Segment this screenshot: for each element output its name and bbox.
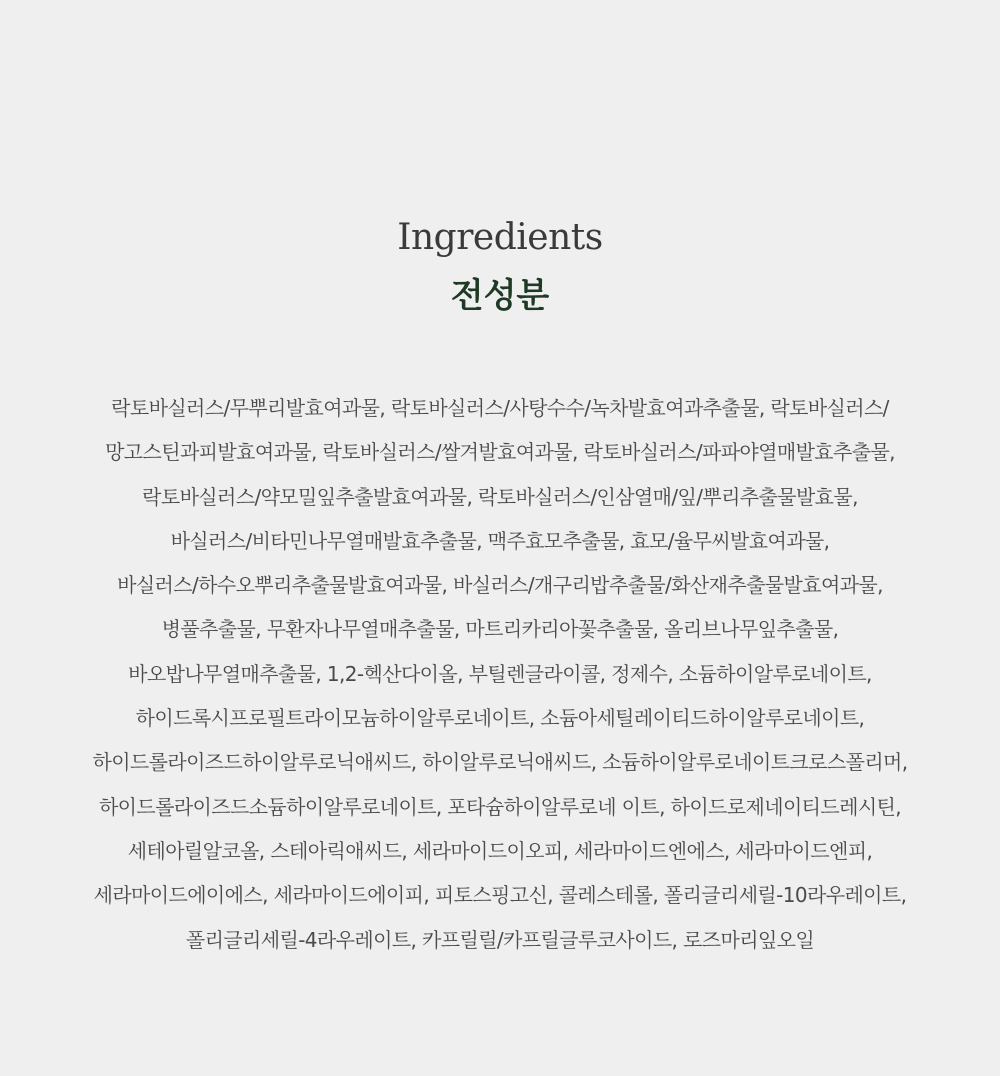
ingredients-line: 세라마이드에이에스, 세라마이드에이피, 피토스핑고신, 콜레스테롤, 폴리글리세릴-10라우레이트,	[93, 883, 907, 908]
ingredients-line: 락토바실러스/약모밀잎추출발효여과물, 락토바실러스/인삼열매/잎/뿌리추출물발효물,	[142, 484, 858, 509]
ingredients-line: 하이드롤라이즈드소듐하이알루로네이트, 포타슘하이알루로네 이트, 하이드로제네이티드레시틴,	[98, 794, 902, 819]
ingredients-line: 하이드록시프로필트라이모늄하이알루로네이트, 소듐아세틸레이티드하이알루로네이트,	[135, 706, 865, 731]
ingredients-list	[30, 386, 970, 962]
ingredients-line: 바실러스/비타민나무열매발효추출물, 맥주효모추출물, 효모/율무씨발효여과물,	[170, 528, 830, 553]
ingredients-line: 폴리글리세릴-4라우레이트, 카프릴릴/카프릴글루코사이드, 로즈마리잎오일	[185, 927, 815, 952]
page-title-english: Ingredients	[397, 217, 603, 258]
ingredients-line: 병풀추출물, 무환자나무열매추출물, 마트리카리아꽃추출물, 올리브나무잎추출물,	[161, 617, 839, 642]
ingredients-line: 락토바실러스/무뿌리발효여과물, 락토바실러스/사탕수수/녹차발효여과추출물, 락토바실러스/	[111, 396, 889, 420]
ingredients-line: 바실러스/하수오뿌리추출물발효여과물, 바실러스/개구리밥추출물/화산재추출물발효여과물,	[117, 573, 883, 598]
page-title-korean: 전성분	[450, 276, 550, 316]
ingredients-line: 바오밥나무열매추출물, 1,2-헥산다이올, 부틸렌글라이콜, 정제수, 소듐하이알루로네이트,	[128, 661, 872, 686]
ingredients-line: 하이드롤라이즈드하이알루로닉애씨드, 하이알루로닉애씨드, 소듐하이알루로네이트크로스폴리머,	[92, 750, 908, 775]
ingredients-heading	[0, 208, 1000, 322]
ingredients-line: 세테아릴알코올, 스테아릭애씨드, 세라마이드이오피, 세라마이드엔에스, 세라마이드엔피,	[127, 838, 873, 863]
ingredients-line: 망고스틴과피발효여과물, 락토바실러스/쌀겨발효여과물, 락토바실러스/파파야열매발효추출물,	[105, 440, 895, 465]
